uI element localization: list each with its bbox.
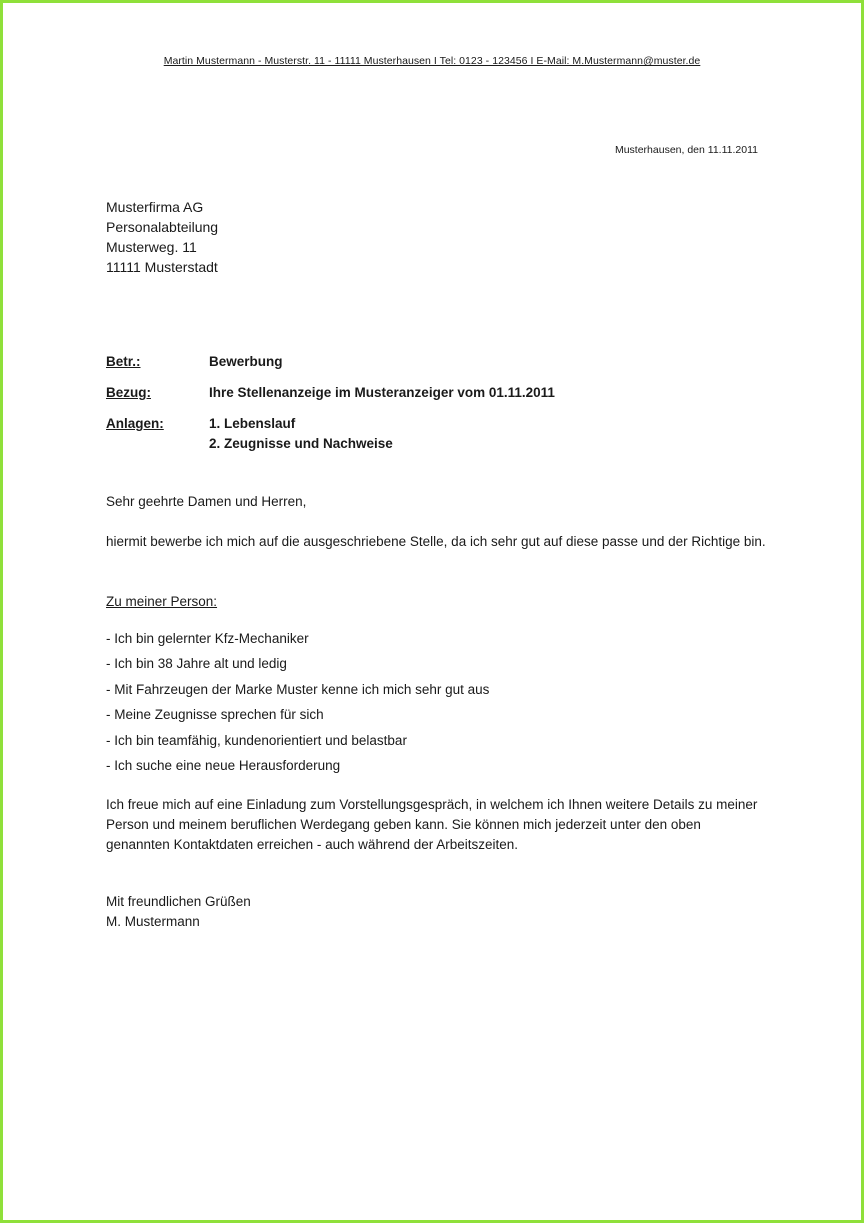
closing-paragraph: Ich freue mich auf eine Einladung zum Vorstellungsgespräch, in welchem ich Ihnen weitere Details zu meiner Person und meinem beruflichen Werdegang geben kann. Sie können mich jederzeit unter den oben genannten Kontaktdaten erreichen - auch während der Arbeitszeiten. xyxy=(106,797,758,852)
salutation: Sehr geehrte Damen und Herren, xyxy=(106,494,307,509)
recipient-street: Musterweg. 11 xyxy=(106,239,197,255)
anlagen-label: Anlagen: xyxy=(106,416,164,431)
list-item: - Ich bin teamfähig, kundenorientiert und belastbar xyxy=(106,732,407,748)
sender-line: Martin Mustermann - Musterstr. 11 - 11111 Musterhausen I Tel: 0123 - 123456 I E-Mail: M.Mustermann@muster.de xyxy=(163,55,701,67)
bezug-value: Ihre Stellenanzeige im Musteranzeiger vom 01.11.2011 xyxy=(209,385,555,400)
bullet-list xyxy=(106,629,489,781)
anlagen-item-2: 2. Zeugnisse und Nachweise xyxy=(209,436,393,451)
list-item: - Ich bin 38 Jahre alt und ledig xyxy=(106,656,287,672)
intro-paragraph: hiermit bewerbe ich mich auf die ausgeschriebene Stelle, da ich sehr gut auf diese passe und der Richtige bin. xyxy=(106,534,766,549)
date-line: Musterhausen, den 11.11.2011 xyxy=(614,144,758,156)
recipient-city: 11111 Musterstadt xyxy=(106,259,218,275)
section-heading: Zu meiner Person: xyxy=(106,594,218,609)
anlagen-item-1: 1. Lebenslauf xyxy=(209,416,296,431)
list-item: - Mit Fahrzeugen der Marke Muster kenne ich mich sehr gut aus xyxy=(106,681,490,697)
betr-label: Betr.: xyxy=(106,354,141,369)
recipient-company: Musterfirma AG xyxy=(106,199,204,215)
signature: M. Mustermann xyxy=(106,914,200,929)
greeting: Mit freundlichen Grüßen xyxy=(106,894,251,909)
recipient-department: Personalabteilung xyxy=(106,219,219,235)
recipient-address xyxy=(106,197,218,277)
list-item: - Ich suche eine neue Herausforderung xyxy=(106,757,341,773)
list-item: - Meine Zeugnisse sprechen für sich xyxy=(106,707,324,723)
list-item: - Ich bin gelernter Kfz-Mechaniker xyxy=(106,631,309,646)
betr-value: Bewerbung xyxy=(209,354,283,369)
bezug-label: Bezug: xyxy=(106,385,151,400)
